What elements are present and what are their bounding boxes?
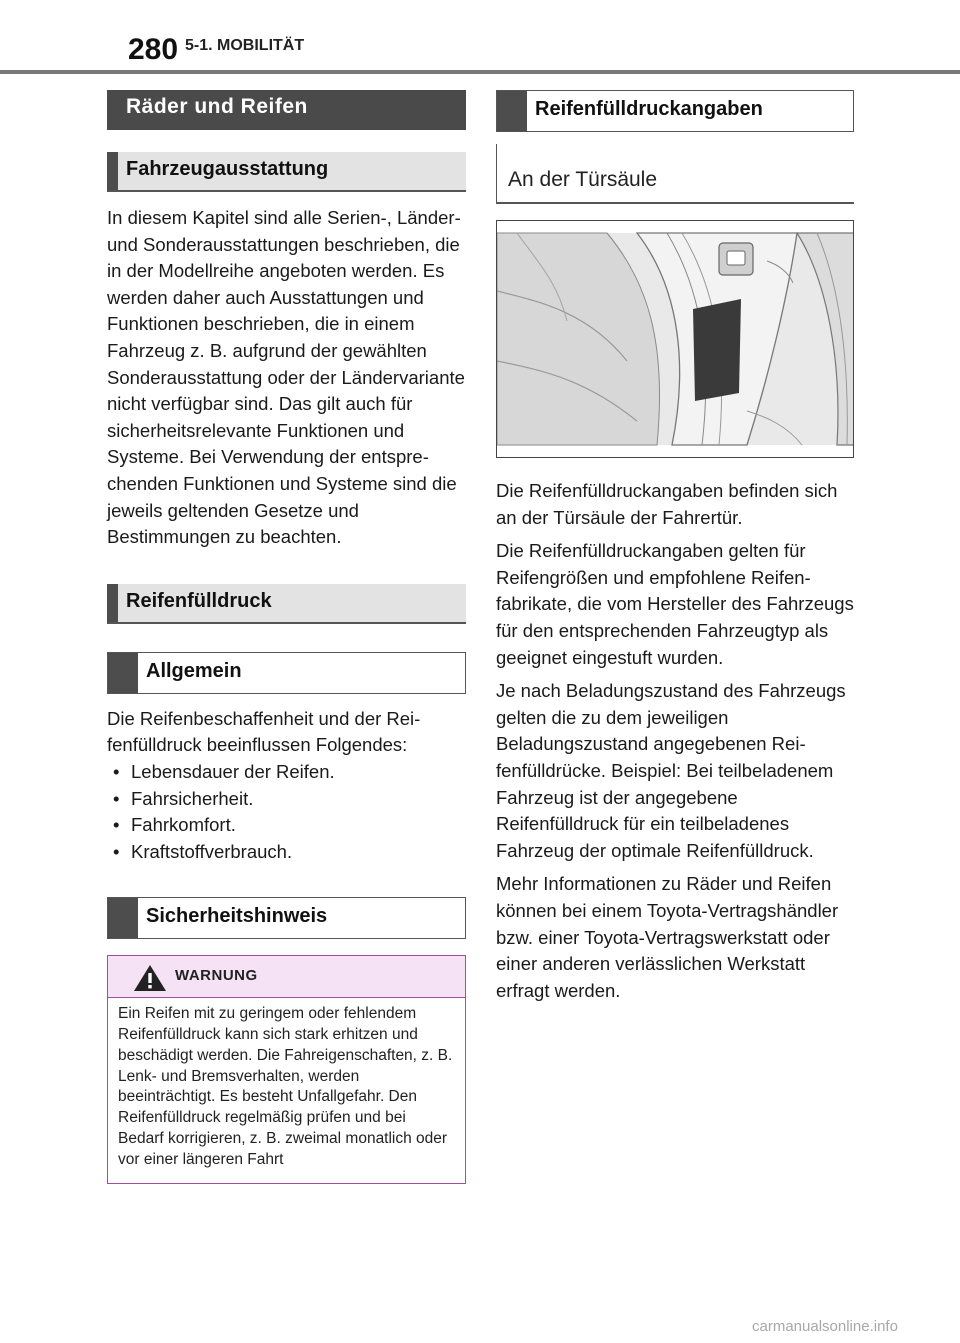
vehicle-equipment-heading bbox=[107, 152, 466, 192]
tire-pressure-heading bbox=[107, 584, 466, 624]
tire-pressure-text-block bbox=[107, 706, 466, 866]
warning-text: Ein Reifen mit zu geringem oder fehlendem Reifenfülldruck kann sich stark erhitzen und beschädigt werden. Die Fahreigenschaften, z. B. Lenk- und Bremsverhalten, werden beeinträchtigt. Es besteht Unfallgefahr. Den Reifenfülldruck regelmäßig prüfen und bei Bedarf korrigieren, z. B. zweimal monatlich oder vor einer längeren Fahrt bbox=[118, 1005, 453, 1168]
list-item: • Kraftstoffverbrauch. bbox=[107, 839, 466, 866]
warning-header bbox=[108, 956, 465, 998]
list-item: • Lebensdauer der Reifen. bbox=[107, 759, 466, 786]
safety-heading bbox=[107, 897, 466, 939]
warning-box bbox=[107, 955, 466, 1183]
list-item: • Fahrsicherheit. bbox=[107, 786, 466, 813]
tire-pressure-intro: Die Reifenbeschaffenheit und der Reifenfülldruck beeinflussen Folgendes: bbox=[107, 707, 421, 756]
door-pillar-illustration bbox=[496, 220, 854, 458]
list-item: • Fahrkomfort. bbox=[107, 812, 466, 839]
header-rule bbox=[0, 70, 960, 74]
paragraph: Die Reifenfülldruckangaben gelten für Reifengrößen und empfohlene Reifenfabrikate, die vom Hersteller des Fahrzeugs für den entsprechenden Fahrzeugtyp als geeignet eingestuft wurden. bbox=[496, 540, 854, 668]
left-column bbox=[107, 90, 466, 1184]
vehicle-equipment-heading-label: Fahrzeugausstattung bbox=[126, 158, 329, 180]
paragraph: Je nach Beladungszustand des Fahrzeugs gelten die zu dem jeweiligen Beladungszustand angegebenen Reifenfülldrücke. Beispiel: Bei teilbeladenem Fahrzeug ist der angegebene Reifenfülldruck für ein teilbeladenes Fahrzeug der optimale Reifenfülldruck. bbox=[496, 680, 846, 861]
tire-pressure-bullet-list bbox=[107, 759, 466, 865]
warning-triangle-icon bbox=[133, 964, 167, 992]
tire-pressure-info-text bbox=[496, 478, 854, 1004]
warning-label: WARNUNG bbox=[175, 967, 258, 985]
tire-pressure-heading-label: Reifenfülldruck bbox=[126, 589, 272, 612]
page-number: 280 bbox=[128, 33, 179, 66]
door-pillar-drawing bbox=[497, 221, 854, 457]
door-pillar-subheading-label: An der Türsäule bbox=[508, 168, 658, 191]
paragraph: Mehr Informationen zu Räder und Reifen können bei einem Toyota-Vertragshändler bzw. einer Toyota-Vertragswerkstatt oder einer anderen verlässlichen Werkstatt erfragt werden. bbox=[496, 873, 839, 1001]
right-column bbox=[496, 90, 854, 1011]
section-label: 5-1. MOBILITÄT bbox=[185, 37, 305, 54]
paragraph: Die Reifenfülldruckangaben befinden sich an der Türsäule der Fahrertür. bbox=[496, 480, 838, 528]
watermark: carmanualsonline.info bbox=[752, 1318, 898, 1335]
tire-pressure-info-heading bbox=[496, 90, 854, 132]
general-heading bbox=[107, 652, 466, 694]
vehicle-equipment-text: In diesem Kapitel sind alle Serien-, Länder- und Sonderausstattungen beschrieben, die in der Modellreihe angeboten werden. Es werden daher auch Ausstattungen und Funktionen beschrieben, die in einem Fahrzeug z. B. aufgrund der gewählten Sonderausstattung oder der Ländervariante nicht verfügbar sind. Das gilt auch für sicherheitsrelevante Funktionen und Systeme. Bei Verwendung der entsprechenden Funktionen und Systeme sind die jeweils geltenden Gesetze und Bestimmungen zu beachten. bbox=[107, 207, 465, 548]
general-heading-label: Allgemein bbox=[146, 659, 242, 682]
vehicle-equipment-text-block bbox=[107, 205, 466, 551]
door-pillar-subheading bbox=[496, 144, 854, 204]
tire-pressure-info-heading-label: Reifenfülldruckangaben bbox=[535, 98, 763, 120]
safety-heading-label: Sicherheitshinweis bbox=[146, 905, 328, 928]
chapter-title: Räder und Reifen bbox=[107, 90, 466, 130]
